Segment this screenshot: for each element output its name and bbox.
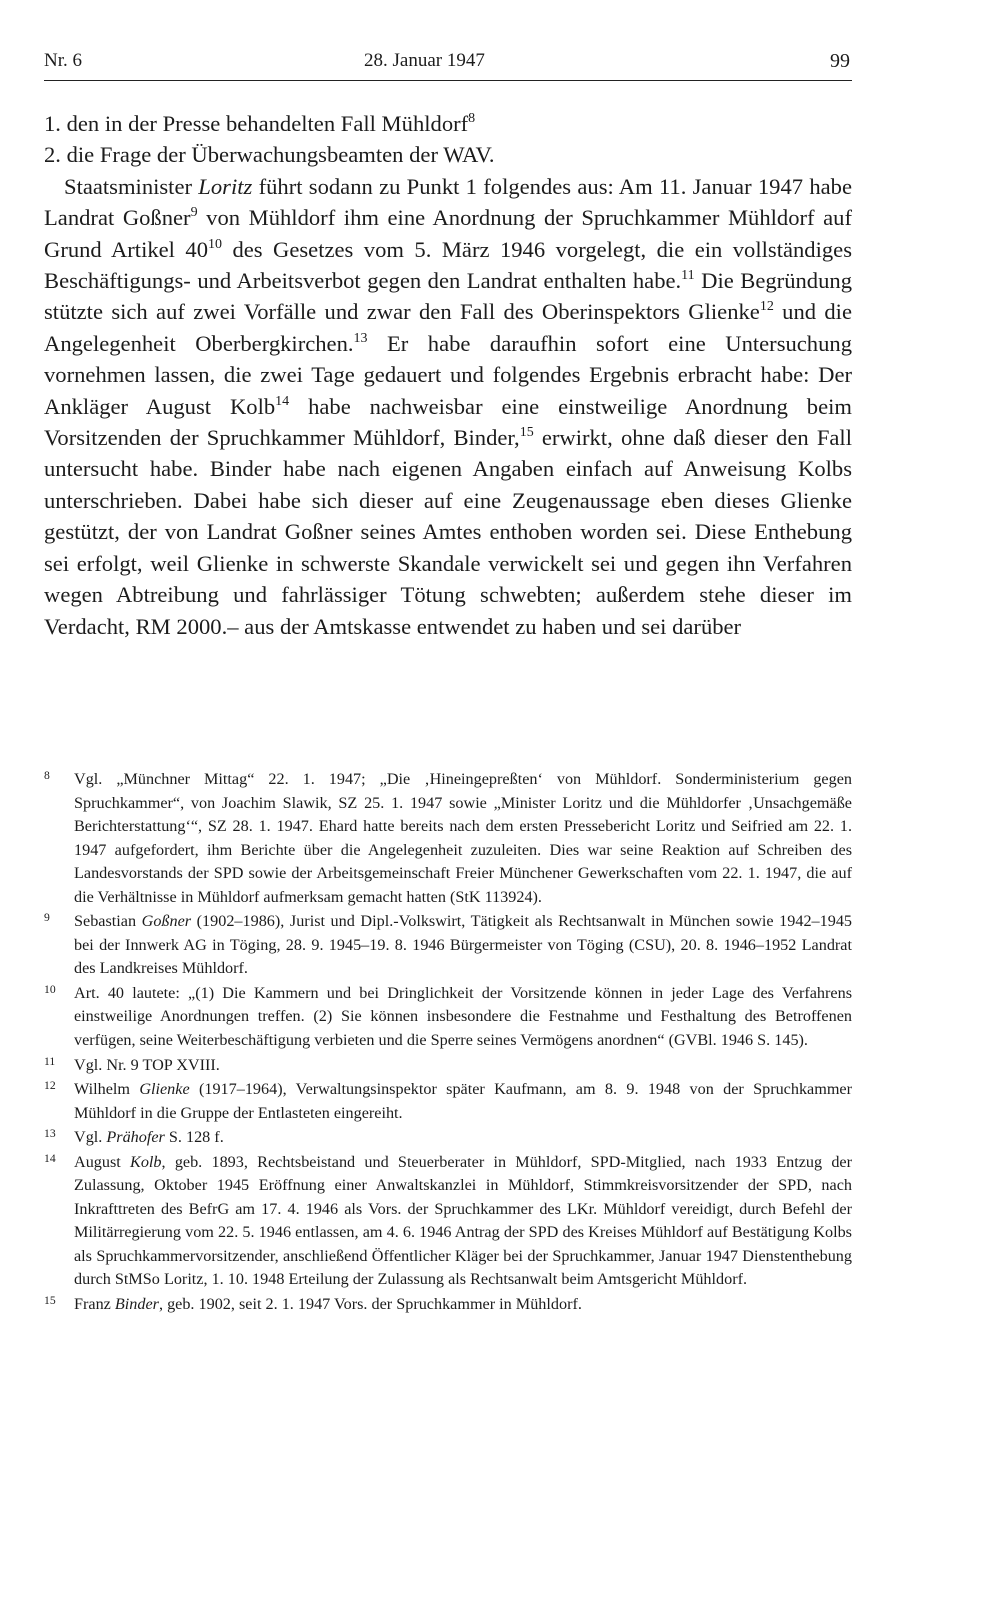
person-name: Kolb [130, 1152, 162, 1171]
footnote-9 [44, 910, 852, 981]
footnote-number: 15 [44, 1294, 56, 1308]
footnotes [44, 768, 852, 1318]
footnote-text: Art. 40 lautete: „(1) Die Kammern und bei Dringlichkeit der Vorsitzende können in jeder Lage des Verfahrens einstweilige Anordnungen treffen. (2) Sie können insbesondere die Festnahme und Festhaltung des Betroffenen verfügen, seine Weiterbeschäftigung verbieten und die Sperre seines Vermögens anordnen“ (GVBl. 1946 S. 145). [74, 983, 852, 1050]
footnote-14 [44, 1151, 852, 1292]
footnote-ref-13: 13 [353, 330, 368, 346]
footnote-15 [44, 1293, 852, 1317]
footnote-ref-15: 15 [519, 424, 534, 440]
footnote-number: 10 [44, 982, 56, 996]
footnote-text: Franz Binder, geb. 1902, seit 2. 1. 1947 Vors. der Spruchkammer in Mühldorf. [74, 1295, 582, 1314]
footnote-10 [44, 982, 852, 1053]
footnote-11 [44, 1054, 852, 1078]
footnote-text: Sebastian Goßner (1902–1986), Jurist und Dipl.-Volkswirt, Tätigkeit als Rechtsanwalt in München sowie 1942–1945 bei der Innwerk AG in Töging, 28. 9. 1945–19. 8. 1946 Bürgermeister von Töging (CSU), 20. 8. 1946–1952 Landrat des Landkreises Mühldorf. [74, 912, 853, 978]
footnote-12 [44, 1078, 852, 1125]
footnote-ref-11: 11 [681, 267, 695, 283]
page-number: 99 [830, 50, 850, 72]
footnote-number: 13 [44, 1127, 56, 1141]
footnote-ref-8: 8 [468, 110, 476, 126]
footnote-ref-9: 9 [190, 205, 198, 221]
header-date: 28. Januar 1947 [364, 50, 485, 71]
footnote-ref-14: 14 [275, 393, 290, 409]
footnote-8 [44, 768, 852, 909]
agenda-item-2: 2. die Frage der Überwachungsbeamten der WAV. [44, 142, 495, 168]
footnote-ref-12: 12 [759, 299, 774, 315]
issue-number: Nr. 6 [44, 50, 82, 71]
footnote-number: 9 [44, 911, 50, 925]
footnote-number: 11 [44, 1054, 56, 1068]
footnote-text: Vgl. „Münchner Mittag“ 22. 1. 1947; „Die ‚Hineingepreßten‘ von Mühldorf. Sonderministerium gegen Spruchkammer“, von Joachim Slawik, SZ 25. 1. 1947 sowie „Minister Loritz und die Mühldorfer ‚Unsachgemäße Berichterstattung‘“, SZ 28. 1. 1947. Ehard hatte bereits nach dem ersten Pressebericht Loritz und Seifried am 22. 1. 1947 aufgefordert, ihm Berichte über die Angelegenheit zuzuleiten. Dies war seine Reaktion auf Schreiben des Landesvorstands der SPD sowie der Arbeitsgemeinschaft Freier Münchener Gewerkschaften vom 22. 1. 1947, die auf die Verhältnisse in Mühldorf aufmerksam gemacht hatten (StK 113924). [74, 770, 852, 906]
person-name: Glienke [139, 1080, 190, 1099]
body-paragraph: Staatsminister Loritz führt sodann zu Punkt 1 folgendes aus: Am 11. Januar 1947 habe Landrat Goßner$^9$ von Mühldorf ihm eine Anordnung der Spruchkammer Mühldorf auf Grund Artikel $40^{10}$ des Gesetzes vom 5. März 1946 vorgelegt, die ein vollständiges Beschäftigungs- und Arbeitsverbot gegen den Landrat enthalten habe.$^{11}$ Die Begründung stützte sich auf zwei Vorfälle und zwar den Fall des Oberinspektors Glienke$^{12}$ und die Angelegenheit Oberbergkirchen.$^{13}$ Er habe daraufhin sofort eine Untersuchung vornehmen lassen, die zwei Tage gedauert und folgendes Ergebnis erbracht habe: Der Ankläger August Kolb$^{14}$ habe nachweisbar eine einstweilige Anordnung beim Vorsitzenden der Spruchkammer Mühldorf, Binder,$^{15}$ erwirkt, ohne daß dieser den Fall untersucht habe. Binder habe nach eigenen Angaben einfach auf Anweisung Kolbs unterschrieben. Dabei habe sich dieser auf eine Zeugenaussage eben dieses Glienke gestützt, der von Landrat Goßner seines Amtes enthoben worden sei. Diese Enthebung sei erfolgt, weil Glienke in schwerste Skandale verwickelt sei und gegen ihn Verfahren wegen Abtreibung und fahrlässiger Tötung schwebten; außerdem stehe dieser im Verdacht, RM 2000.– aus der Amtskasse entwendet zu haben und sei darüber [44, 173, 852, 639]
person-name: Loritz [198, 173, 253, 199]
running-header [44, 46, 852, 81]
footnote-number: 8 [44, 769, 50, 782]
footnote-text: Vgl. Prähofer S. 128 f. [74, 1128, 224, 1147]
person-name: Goßner [141, 912, 192, 931]
agenda-item-1: 1. den in der Presse behandelten Fall Mühldorf$^8$ [44, 110, 476, 136]
footnote-text: August Kolb, geb. 1893, Rechtsbeistand und Steuerberater in Mühldorf, SPD-Mitglied, nach 1933 Entzug der Zulassung, Oktober 1945 Eröffnung einer Anwaltskanzlei in Mühldorf, Stimmkreisvorsitzender der SPD, nach Inkrafttreten des BefrG am 17. 4. 1946 als Vors. der Spruchkammer des LKr. Mühldorf vereidigt, durch Befehl der Militärregierung vom 22. 5. 1946 entlassen, am 4. 6. 1946 Antrag der SPD des Kreises Mühldorf auf Bestätigung Kolbs als Spruchkammervorsitzender, anschließend Öffentlicher Kläger bei der Spruchkammer, Januar 1947 Dienstenthebung durch StMSo Loritz, 1. 10. 1948 Erteilung der Zulassung als Rechtsanwalt beim Amtsgericht Mühldorf. [74, 1152, 852, 1289]
footnote-text: Vgl. Nr. 9 TOP XVIII. [74, 1055, 220, 1074]
footnote-13 [44, 1126, 852, 1150]
footnote-text: Wilhelm Glienke (1917–1964), Verwaltungsinspektor später Kaufmann, am 8. 9. 1948 von der Spruchkammer Mühldorf in die Gruppe der Entlasteten eingereiht. [74, 1080, 852, 1122]
footnote-number: 14 [44, 1151, 56, 1165]
author-name: Prähofer [106, 1128, 165, 1147]
footnote-ref-10: 10 [208, 236, 222, 252]
footnote-number: 12 [44, 1079, 56, 1093]
person-name: Binder [114, 1295, 159, 1314]
main-text [44, 108, 852, 642]
